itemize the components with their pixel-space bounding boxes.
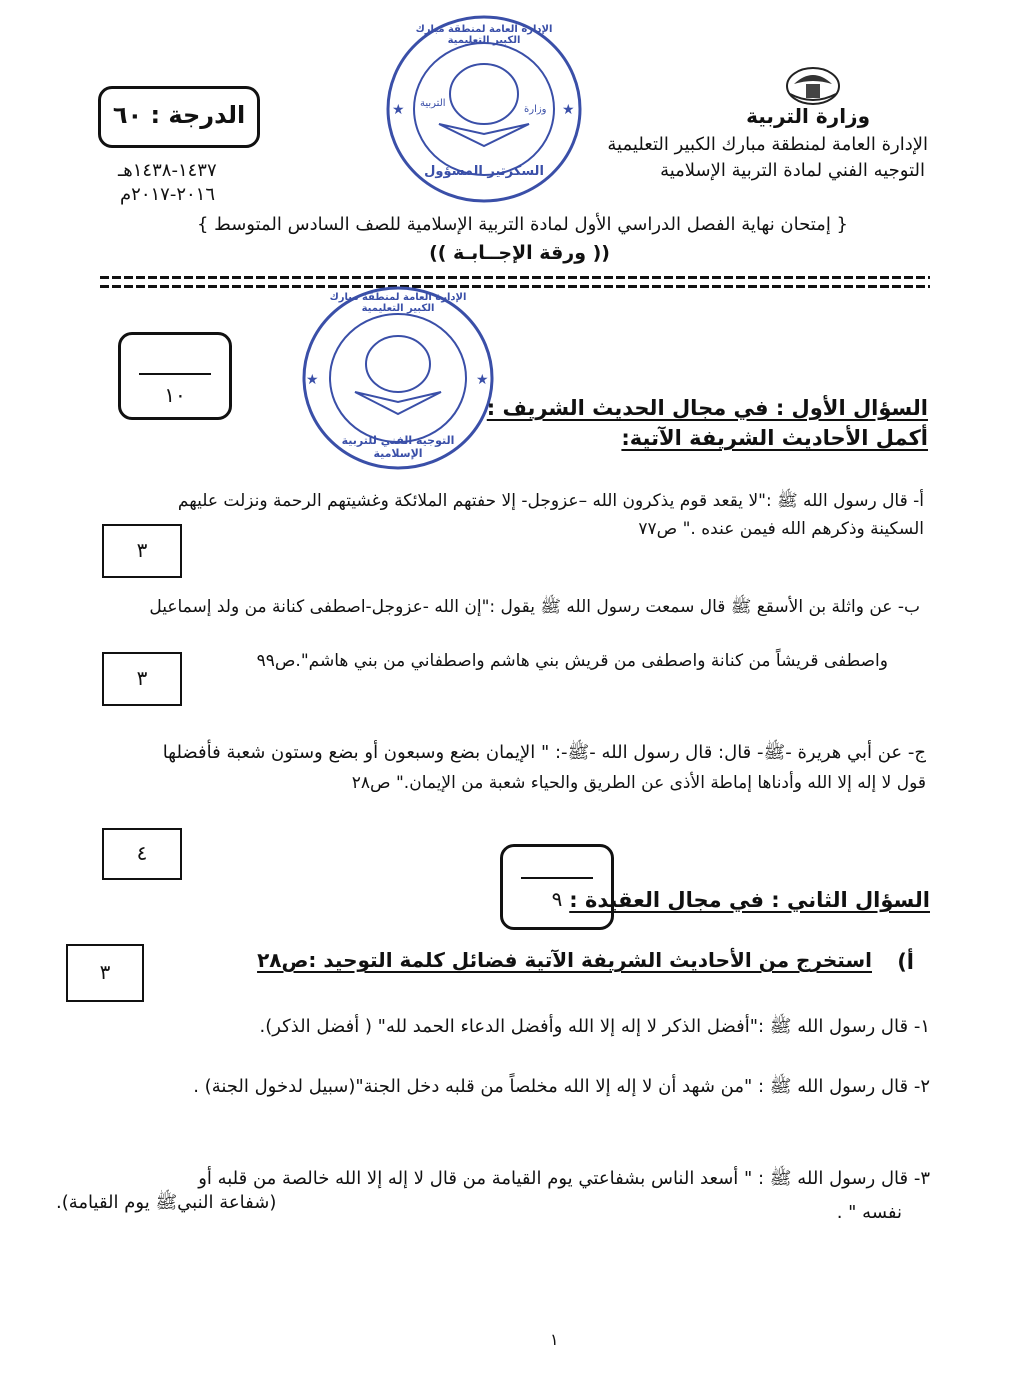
- q2a-item-2: ٢- قال رسول الله ﷺ : "من شهد أن لا إله إلا الله مخلصاً من قلبه دخل الجنة"(سبيل لدخول الجنة) .: [193, 1076, 930, 1097]
- q1-item-b-line2: واصطفى قريشاً من كنانة واصطفى من قريش بني هاشم واصطفاني من بني هاشم".ص٩٩: [256, 651, 888, 671]
- official-stamp-top: [384, 14, 584, 204]
- total-grade-box: [98, 86, 260, 148]
- q1-item-c-score: ٤: [136, 841, 148, 865]
- q1-score: ١٠: [164, 383, 186, 407]
- stamp-top-bottom-text: السكرتير المسؤول: [424, 164, 544, 179]
- ministry-emblem: [780, 62, 846, 108]
- svg-text:★: ★: [392, 102, 405, 118]
- total-grade-label: الدرجة : ٦٠: [112, 101, 246, 129]
- q2a-item-3-line1: ٣- قال رسول الله ﷺ : " أسعد الناس بشفاعتي يوم القيامة من قال لا إله إلا الله خالصة من قلبه أو: [198, 1168, 930, 1189]
- q2-title: السؤال الثاني : في مجال العقيدة :: [569, 888, 930, 912]
- q2a-item-3-answer: (شفاعة النبيﷺ يوم القيامة).: [56, 1192, 277, 1213]
- stamp-top-inner-left: وزارة: [524, 104, 547, 115]
- q1-item-c-score-box: [102, 828, 182, 880]
- department-name: التوجيه الفني لمادة التربية الإسلامية: [660, 160, 925, 181]
- svg-text:★: ★: [476, 372, 489, 388]
- q1-score-line: [139, 373, 211, 375]
- svg-text:★: ★: [306, 372, 319, 388]
- ministry-name: وزارة التربية: [746, 104, 870, 128]
- q1-item-c-line1: ج- عن أبي هريرة -ﷺ- قال: قال رسول الله -ﷺ-: " الإيمان بضع وسبعون أو بضع وستون شعبة فأفضلها: [162, 742, 926, 763]
- q1-item-a-score: ٣: [136, 538, 148, 562]
- official-stamp-middle: [300, 284, 496, 472]
- q2-score-box: [500, 844, 614, 930]
- q2a-score: ٣: [99, 960, 111, 984]
- q1-item-b-line1: ب- عن واثلة بن الأسقع ﷺ قال سمعت رسول الله ﷺ يقول :"إن الله -عزوجل-اصطفى كنانة من ولد إسماعيل: [149, 597, 920, 617]
- q1-item-a-line1: أ- قال رسول الله ﷺ :"لا يقعد قوم يذكرون الله –عزوجل- إلا حفتهم الملائكة وغشيتهم الرحمة ونزلت عليهم: [177, 491, 924, 511]
- page-number: ١: [550, 1330, 559, 1349]
- q1-item-b-score-box: [102, 652, 182, 706]
- q1-score-box: [118, 332, 232, 420]
- q1-item-b-score: ٣: [136, 666, 148, 690]
- separator-double-line: [100, 276, 930, 288]
- svg-text:★: ★: [562, 102, 575, 118]
- q1-subtitle: أكمل الأحاديث الشريفة الآتية:: [621, 426, 928, 450]
- q1-item-c-line2: قول لا إله إلا الله وأدناها إماطة الأذى عن الطريق والحياء شعبة من الإيمان." ص٢٨: [351, 773, 926, 793]
- answer-sheet-label: (( ورقة الإجــابـة )): [429, 242, 610, 264]
- q2a-prompt: استخرج من الأحاديث الشريفة الآتية فضائل كلمة التوحيد :ص٢٨: [257, 948, 872, 972]
- q2a-item-1: ١- قال رسول الله ﷺ :"أفضل الذكر لا إله إلا الله وأفضل الدعاء الحمد لله" ( أفضل الذكر).: [259, 1016, 930, 1037]
- q1-item-a-score-box: [102, 524, 182, 578]
- stamp-top-inner-right: التربية: [420, 98, 446, 109]
- q2a-score-box: [66, 944, 144, 1002]
- stamp-top-ring-text: الإدارة العامة لمنطقة مبارك الكبير التعليمية: [415, 24, 553, 46]
- stamp-middle-ring-text: الإدارة العامة لمنطقة مبارك الكبير التعليمية: [329, 292, 467, 314]
- q2a-label: أ): [897, 950, 914, 974]
- q1-item-a-line2: السكينة وذكرهم الله فيمن عنده ." ص٧٧: [638, 519, 924, 539]
- gregorian-year: ٢٠١٦-٢٠١٧م: [120, 184, 215, 205]
- exam-title: { إمتحان نهاية الفصل الدراسي الأول لمادة التربية الإسلامية للصف السادس المتوسط }: [196, 214, 848, 235]
- q2-score: ٩: [551, 887, 563, 911]
- directorate-name: الإدارة العامة لمنطقة مبارك الكبير التعليمية: [607, 134, 928, 155]
- stamp-middle-bottom-text: التوجيه الفني للتربية الإسلامية: [341, 434, 455, 460]
- q2-score-line: [521, 877, 593, 879]
- q2a-item-3-line2: نفسه " .: [836, 1202, 902, 1223]
- q1-title: السؤال الأول : في مجال الحديث الشريف :: [486, 396, 928, 420]
- hijri-year: ١٤٣٧-١٤٣٨هـ: [118, 160, 217, 181]
